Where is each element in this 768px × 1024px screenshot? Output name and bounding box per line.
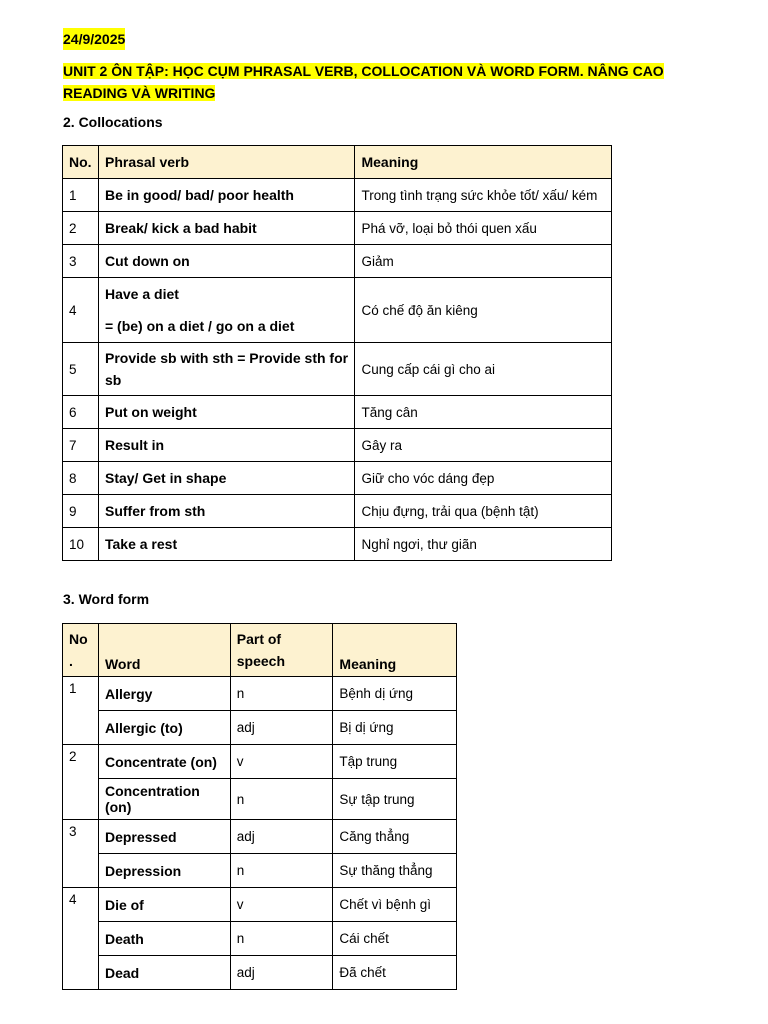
row-meaning: Nghỉ ngơi, thư giãn [355, 528, 612, 561]
table-row [63, 462, 612, 495]
row-phrase: Put on weight [98, 396, 354, 429]
document-title [63, 60, 703, 104]
row-meaning: Gây ra [355, 429, 612, 462]
table-row [63, 212, 612, 245]
document-date: 24/9/2025 [63, 28, 125, 50]
title-highlight: UNIT 2 ÔN TẬP: HỌC CỤM PHRASAL VERB, COLLOCATION VÀ WORD FORM. NÂNG CAO READING VÀ WRITING [63, 63, 664, 101]
table-row [63, 278, 612, 343]
row-word: Death [98, 922, 230, 956]
row-no: 7 [63, 429, 99, 462]
row-word: Depression [98, 854, 230, 888]
row-phrase: Break/ kick a bad habit [98, 212, 354, 245]
row-word: Die of [98, 888, 230, 922]
row-meaning: Chịu đựng, trải qua (bệnh tật) [355, 495, 612, 528]
row-phrase: Be in good/ bad/ poor health [98, 179, 354, 212]
table-row [63, 528, 612, 561]
row-phrase: Take a rest [98, 528, 354, 561]
row-pos: n [230, 854, 333, 888]
table-row [63, 779, 457, 820]
collocations-heading: 2. Collocations [63, 114, 163, 130]
row-word: Concentrate (on) [98, 745, 230, 779]
row-phrase-line2: = (be) on a diet / go on a diet [104, 318, 295, 334]
table-row [63, 396, 612, 429]
table-row [63, 495, 612, 528]
row-meaning: Chết vì bệnh gì [333, 888, 457, 922]
table-row [63, 922, 457, 956]
row-meaning: Phá vỡ, loại bỏ thói quen xấu [355, 212, 612, 245]
group-no: 4 [63, 888, 99, 990]
row-pos: n [230, 677, 333, 711]
row-phrase: Cut down on [98, 245, 354, 278]
row-meaning: Giữ cho vóc dáng đẹp [355, 462, 612, 495]
table-row [63, 854, 457, 888]
row-word: Dead [98, 956, 230, 990]
table-row [63, 711, 457, 745]
table-row [63, 820, 457, 854]
row-pos: adj [230, 956, 333, 990]
row-phrase: Suffer from sth [98, 495, 354, 528]
row-meaning: Sự thăng thẳng [333, 854, 457, 888]
row-phrase-line1: Have a diet [104, 286, 179, 302]
header-word: Word [98, 624, 230, 677]
row-meaning: Giảm [355, 245, 612, 278]
row-word: Allergy [98, 677, 230, 711]
header-no: No . [63, 624, 99, 677]
header-part-of-speech: Part of speech [230, 624, 333, 677]
row-meaning: Cung cấp cái gì cho ai [355, 343, 612, 396]
row-no: 2 [63, 212, 99, 245]
row-meaning: Căng thẳng [333, 820, 457, 854]
row-no: 1 [63, 179, 99, 212]
row-meaning: Đã chết [333, 956, 457, 990]
table-row [63, 343, 612, 396]
row-phrase: Result in [98, 429, 354, 462]
word-form-heading: 3. Word form [63, 591, 150, 607]
row-meaning: Bệnh dị ứng [333, 677, 457, 711]
group-no: 2 [63, 745, 99, 820]
row-no: 8 [63, 462, 99, 495]
group-no: 3 [63, 820, 99, 888]
row-meaning: Bị dị ứng [333, 711, 457, 745]
table-header-row [63, 624, 457, 677]
row-phrase: Provide sb with sth = Provide sth for sb [98, 343, 354, 396]
row-no: 3 [63, 245, 99, 278]
table-row [63, 179, 612, 212]
row-word: Concentration (on) [98, 779, 230, 820]
row-pos: n [230, 779, 333, 820]
table-row [63, 429, 612, 462]
row-pos: n [230, 922, 333, 956]
row-meaning: Có chế độ ăn kiêng [355, 278, 612, 343]
row-no: 10 [63, 528, 99, 561]
row-word: Depressed [98, 820, 230, 854]
header-phrasal-verb: Phrasal verb [98, 146, 354, 179]
header-meaning: Meaning [355, 146, 612, 179]
row-pos: v [230, 888, 333, 922]
row-pos: adj [230, 820, 333, 854]
word-form-table [62, 623, 457, 990]
row-meaning: Tập trung [333, 745, 457, 779]
group-no: 1 [63, 677, 99, 745]
table-row [63, 245, 612, 278]
row-meaning: Trong tình trạng sức khỏe tốt/ xấu/ kém [355, 179, 612, 212]
row-no: 9 [63, 495, 99, 528]
row-word: Allergic (to) [98, 711, 230, 745]
row-meaning: Sự tập trung [333, 779, 457, 820]
row-no: 6 [63, 396, 99, 429]
table-row [63, 745, 457, 779]
header-no: No. [63, 146, 99, 179]
table-header-row [63, 146, 612, 179]
row-pos: adj [230, 711, 333, 745]
collocations-table [62, 145, 612, 561]
row-pos: v [230, 745, 333, 779]
row-phrase [98, 278, 354, 343]
table-row [63, 956, 457, 990]
row-no: 5 [63, 343, 99, 396]
table-row [63, 677, 457, 711]
table-row [63, 888, 457, 922]
header-meaning: Meaning [333, 624, 457, 677]
row-phrase: Stay/ Get in shape [98, 462, 354, 495]
row-meaning: Cái chết [333, 922, 457, 956]
row-meaning: Tăng cân [355, 396, 612, 429]
row-no: 4 [63, 278, 99, 343]
